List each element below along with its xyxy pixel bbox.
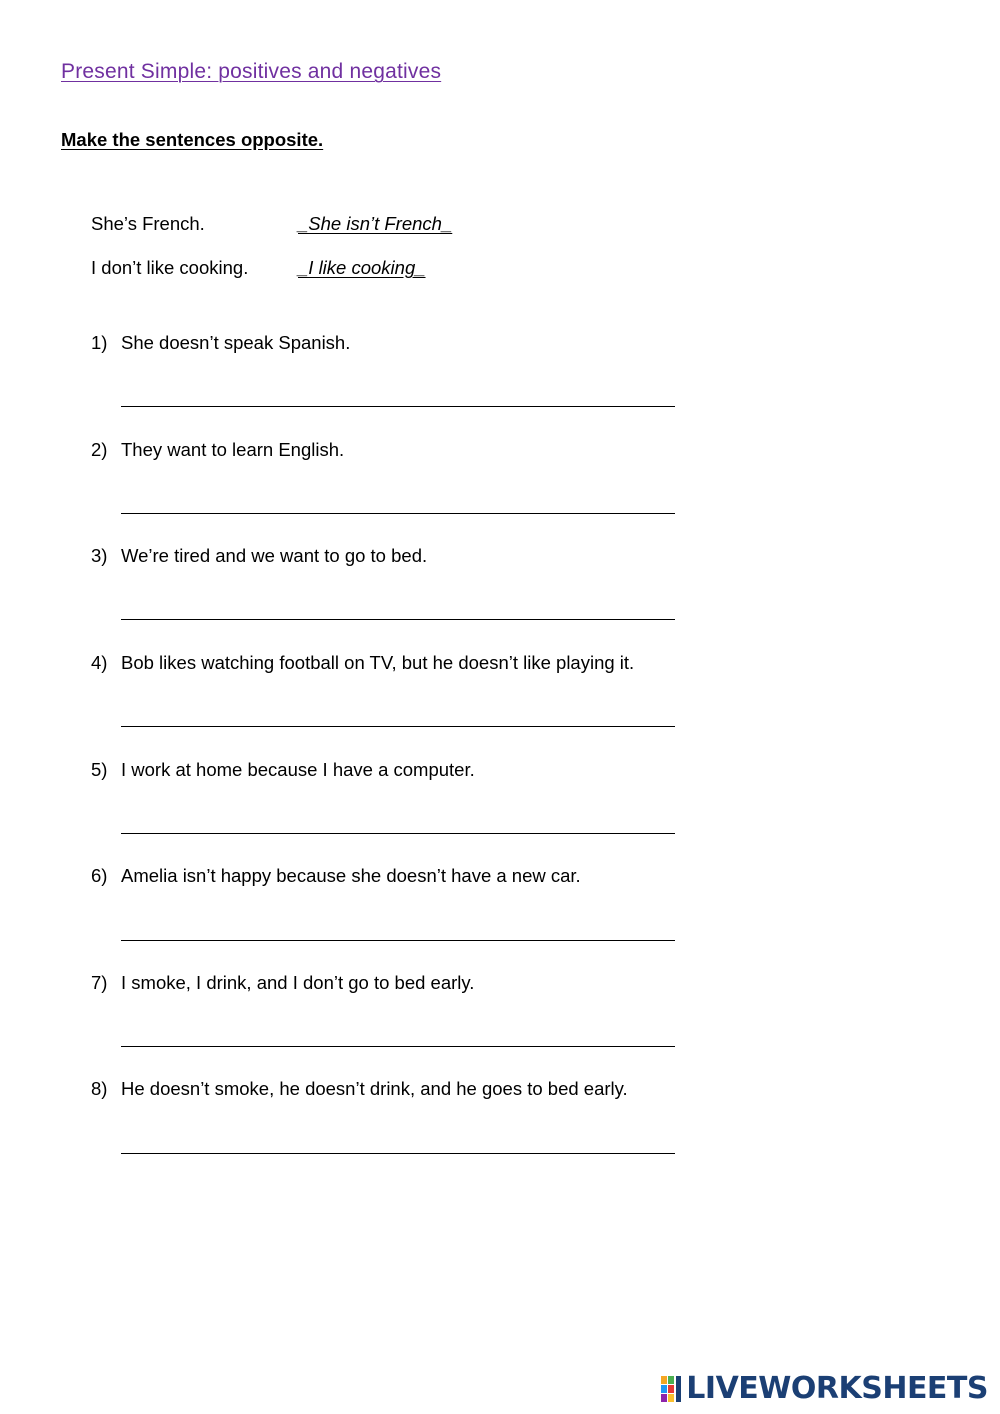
question-4: [91, 652, 634, 674]
example-sentence: I don’t like cooking.: [91, 257, 249, 278]
question-number: 1): [91, 332, 108, 353]
example-row-1: [91, 213, 453, 235]
question-8: [91, 1078, 628, 1100]
brand-name: LIVEWORKSHEETS: [686, 1371, 988, 1406]
question-text: I smoke, I drink, and I don’t go to bed early.: [121, 972, 475, 993]
answer-input-2[interactable]: [121, 487, 675, 511]
question-3: [91, 545, 427, 567]
answer-input-1[interactable]: [121, 380, 675, 404]
answer-line-8: [121, 1153, 675, 1154]
question-1: [91, 332, 350, 354]
liveworksheets-brand: [661, 1371, 988, 1407]
question-number: 5): [91, 759, 108, 780]
question-7: [91, 972, 474, 994]
example-sentence: She’s French.: [91, 213, 205, 234]
instruction-heading: Make the sentences opposite.: [61, 129, 324, 150]
question-text: Amelia isn’t happy because she doesn’t have a new car.: [121, 865, 581, 886]
question-text: They want to learn English.: [121, 439, 345, 460]
question-text: Bob likes watching football on TV, but he doesn’t like playing it.: [121, 652, 635, 673]
answer-line-3: [121, 619, 675, 620]
question-number: 4): [91, 652, 108, 673]
question-number: 8): [91, 1078, 108, 1099]
answer-line-4: [121, 726, 675, 727]
answer-input-4[interactable]: [121, 700, 675, 724]
answer-line-6: [121, 940, 675, 941]
answer-input-7[interactable]: [121, 1020, 675, 1044]
question-number: 7): [91, 972, 108, 993]
question-text: He doesn’t smoke, he doesn’t drink, and he goes to bed early.: [121, 1078, 628, 1099]
liveworksheets-logo-icon: [661, 1374, 683, 1404]
answer-line-7: [121, 1046, 675, 1047]
answer-input-6[interactable]: [121, 914, 675, 938]
example-row-2: [91, 257, 426, 279]
answer-line-2: [121, 513, 675, 514]
worksheet-title: Present Simple: positives and negatives: [61, 60, 442, 83]
question-text: I work at home because I have a computer.: [121, 759, 475, 780]
question-number: 6): [91, 865, 108, 886]
example-answer: _I like cooking_: [298, 257, 426, 278]
question-number: 2): [91, 439, 108, 460]
answer-line-1: [121, 406, 675, 407]
answer-line-5: [121, 833, 675, 834]
answer-input-3[interactable]: [121, 593, 675, 617]
question-text: She doesn’t speak Spanish.: [121, 332, 351, 353]
question-5: [91, 759, 475, 781]
question-2: [91, 439, 344, 461]
answer-input-8[interactable]: [121, 1127, 675, 1151]
question-text: We’re tired and we want to go to bed.: [121, 545, 428, 566]
question-6: [91, 865, 581, 887]
answer-input-5[interactable]: [121, 807, 675, 831]
example-answer: _She isn’t French_: [298, 213, 453, 234]
question-number: 3): [91, 545, 108, 566]
